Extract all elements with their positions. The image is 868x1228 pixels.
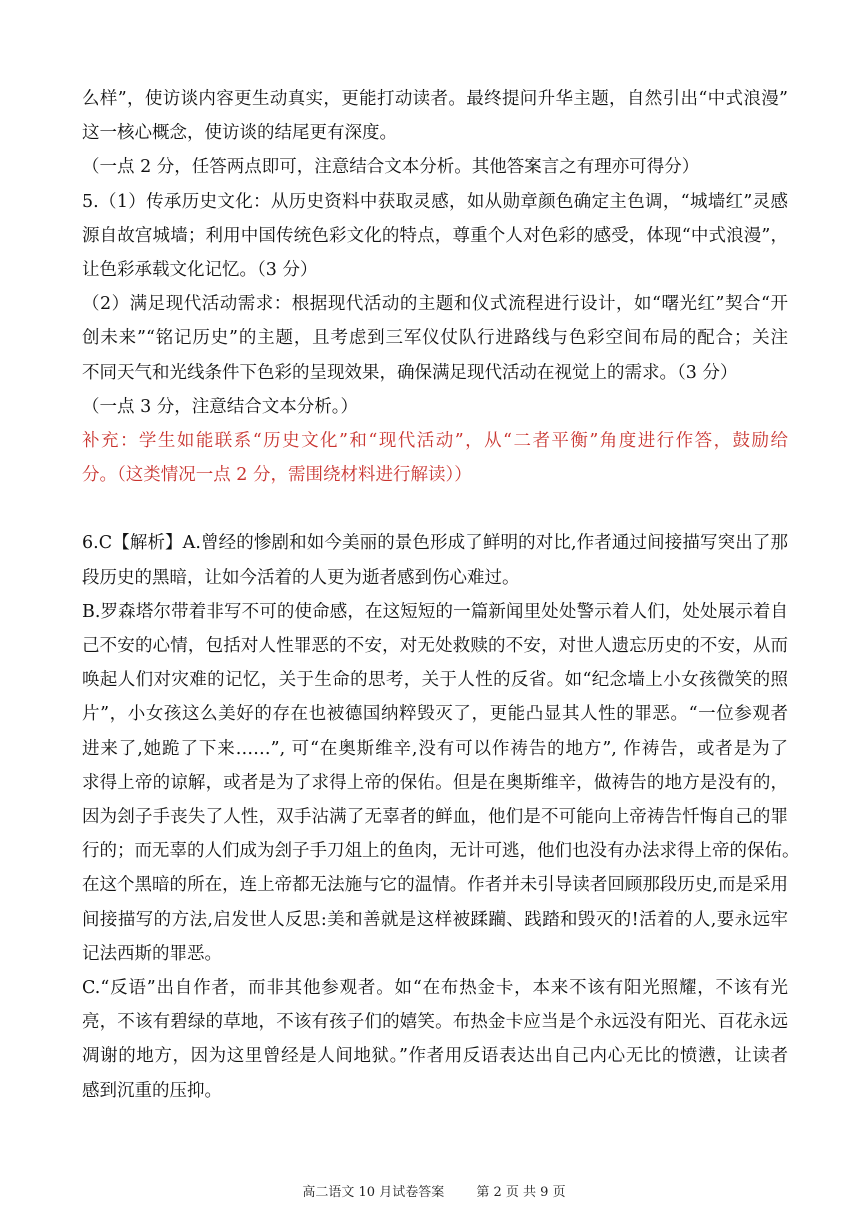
answer-text-line: 唤起人们对灾难的记忆，关于生命的思考，关于人性的反省。如“纪念墙上小女孩微笑的照 <box>82 670 788 691</box>
answer-text-line: 己不安的心情，包括对人性罪恶的不安，对无处救赎的不安，对世人遗忘历史的不安，从而 <box>82 636 788 656</box>
answer-text-line: 段历史的黑暗，让如今活着的人更为逝者感到伤心难过。 <box>82 567 520 588</box>
page-footer <box>0 1184 868 1202</box>
answer-text-line: 进来了,她跪了下来……”, 可“在奥斯维辛,没有可以作祷告的地方”, 作祷告，或者是为了 <box>82 738 788 759</box>
answer-text-line: 记法西斯的罪恶。 <box>82 943 222 964</box>
answer-text-line: 间接描写的方法,启发世人反思:美和善就是这样被蹂躏、践踏和毁灭的!活着的人,要永远牢 <box>82 909 788 930</box>
answer-text-line: 感到沉重的压抑。 <box>82 1080 222 1101</box>
answer-text-line: 不同天气和光线条件下色彩的呈现效果，确保满足现代活动在视觉上的需求。（3 分） <box>82 362 738 383</box>
answer-text-line: 让色彩承载文化记忆。（3 分） <box>82 260 318 280</box>
answer-text-line: （2）满足现代活动需求：根据现代活动的主题和仪式流程进行设计，如“曙光红”契合“开 <box>82 294 788 315</box>
answer-text-line: 因为刽子手丧失了人性，双手沾满了无辜者的鲜血，他们是不可能向上帝祷告忏悔自己的罪 <box>82 807 788 827</box>
footer-page-number: 第 2 页 共 9 页 <box>476 1185 566 1200</box>
answer-text-line: 么样”，使访谈内容更生动真实，更能打动读者。最终提问升华主题，自然引出“中式浪漫” <box>82 89 788 109</box>
answer-text-line: （一点 2 分，任答两点即可，注意结合文本分析。其他答案言之有理亦可得分） <box>82 157 700 178</box>
answer-text-line: 凋谢的地方，因为这里曾经是人间地狱。”作者用反语表达出自己内心无比的愤懑，让读者 <box>82 1046 788 1067</box>
answer-text-line: 源自故宫城墙；利用中国传统色彩文化的特点，尊重个人对色彩的感受，体现“中式浪漫”， <box>82 225 788 246</box>
answer-text-line: 6.C【解析】A.曾经的惨剧和如今美丽的景色形成了鲜明的对比,作者通过间接描写突出了那 <box>82 533 788 554</box>
answer-text-line: 亮，不该有碧绿的草地，不该有孩子们的嬉笑。布热金卡应当是个永远没有阳光、百花永远 <box>82 1012 788 1033</box>
answer-text-line: 创未来”“铭记历史”的主题，且考虑到三军仪仗队行进路线与色彩空间布局的配合；关注 <box>82 328 788 349</box>
answer-text-line: 在这个黑暗的所在，连上帝都无法施与它的温情。作者并未引导读者回顾那段历史,而是采用 <box>82 875 788 896</box>
answer-text-line: 5.（1）传承历史文化：从历史资料中获取灵感，如从勋章颜色确定主色调，“城墙红”灵感 <box>82 191 788 212</box>
answer-text-line: 行的；而无辜的人们成为刽子手刀俎上的鱼肉，无计可逃，他们也没有办法求得上帝的保佑。 <box>82 841 800 862</box>
answer-text-line: 这一核心概念，使访谈的结尾更有深度。 <box>82 123 397 144</box>
footer-title: 高二语文 10 月试卷答案 <box>302 1185 445 1200</box>
answer-text-line: 求得上帝的谅解，或者是为了求得上帝的保佑。但是在奥斯维辛，做祷告的地方是没有的， <box>82 772 788 793</box>
answer-text-line: C.“反语”出自作者，而非其他参观者。如“在布热金卡，本来不该有阳光照耀，不该有光 <box>82 978 788 998</box>
supplement-note-line: 补充：学生如能联系“历史文化”和“现代活动”，从“二者平衡”角度进行作答，鼓励给 <box>82 431 788 451</box>
supplement-note-line: 分。（这类情况一点 2 分，需围绕材料进行解读）） <box>82 465 472 486</box>
answer-text-line: B.罗森塔尔带着非写不可的使命感，在这短短的一篇新闻里处处警示着人们，处处展示着自 <box>82 601 788 622</box>
answer-text-line: （一点 3 分，注意结合文本分析。） <box>82 396 359 417</box>
answer-text-line: 片”，小女孩这么美好的存在也被德国纳粹毁灭了，更能凸显其人性的罪恶。“一位参观者 <box>82 704 788 725</box>
